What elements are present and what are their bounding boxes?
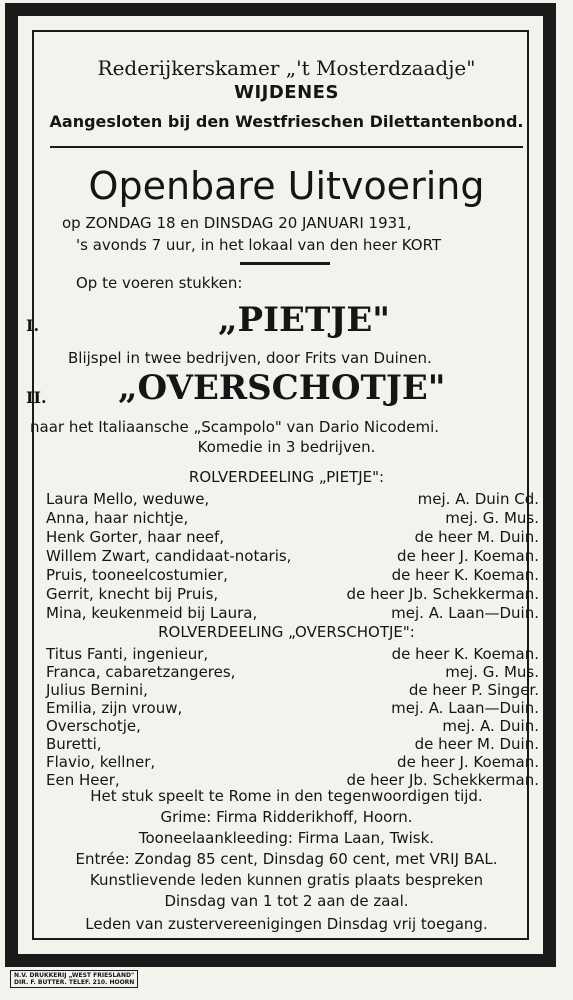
cast1-heading: ROLVERDEELING „PIETJE": bbox=[188, 468, 385, 486]
role-actor: de heer J. Koeman. bbox=[397, 753, 539, 771]
role-name: Mina, keukenmeid bij Laura, bbox=[46, 604, 258, 622]
role-name: Gerrit, knecht bij Pruis, bbox=[46, 585, 219, 603]
role-actor: mej. A. Duin. bbox=[442, 717, 539, 735]
play2-genre: Komedie in 3 bedrijven. bbox=[197, 438, 376, 456]
affiliation: Aangesloten bij den Westfrieschen Dilettantenbond. bbox=[49, 112, 524, 131]
role-name: Overschotje, bbox=[46, 717, 141, 735]
society-name: Rederijkerskamer „'t Mosterdzaadje" bbox=[97, 56, 476, 80]
role-name: Laura Mello, weduwe, bbox=[46, 490, 210, 508]
cast2-heading: ROLVERDEELING „OVERSCHOTJE": bbox=[158, 623, 415, 641]
makeup-note: Grime: Firma Ridderikhoff, Hoorn. bbox=[160, 808, 413, 826]
play1-description: Blijspel in twee bedrijven, door Frits van Duinen. bbox=[68, 349, 432, 367]
role-actor: de heer J. Koeman. bbox=[397, 547, 539, 565]
role-actor: mej. A. Laan—Duin. bbox=[391, 604, 539, 622]
role-actor: de heer P. Singer. bbox=[408, 681, 539, 699]
role-name: Titus Fanti, ingenieur, bbox=[46, 645, 209, 663]
role-name: Franca, cabaretzangeres, bbox=[46, 663, 236, 681]
role-actor: de heer M. Duin. bbox=[414, 528, 539, 546]
short-divider bbox=[240, 262, 330, 265]
printer-line-2: DIR. F. BUTTER. TELEF. 210. HOORN bbox=[14, 979, 135, 986]
role-name: Julius Bernini, bbox=[46, 681, 148, 699]
setting-note: Het stuk speelt te Rome in den tegenwoordigen tijd. bbox=[90, 787, 483, 805]
role-name: Pruis, tooneelcostumier, bbox=[46, 566, 228, 584]
role-name: Flavio, kellner, bbox=[46, 753, 156, 771]
play2-description: naar het Italiaansche „Scampolo" van Dario Nicodemi. bbox=[30, 418, 440, 436]
programme-intro: Op te voeren stukken: bbox=[76, 274, 243, 292]
role-actor: mej. G. Mus. bbox=[445, 509, 539, 527]
role-name: Emilia, zijn vrouw, bbox=[46, 699, 183, 717]
role-actor: de heer M. Duin. bbox=[414, 735, 539, 753]
role-actor: de heer K. Koeman. bbox=[391, 645, 539, 663]
costumes-note: Tooneelaankleeding: Firma Laan, Twisk. bbox=[138, 829, 435, 847]
play2-title: „OVERSCHOTJE" bbox=[118, 368, 446, 408]
role-name: Henk Gorter, haar neef, bbox=[46, 528, 225, 546]
role-actor: mej. A. Duin Cd. bbox=[417, 490, 539, 508]
role-name: Een Heer, bbox=[46, 771, 120, 789]
entry-note: Entrée: Zondag 85 cent, Dinsdag 60 cent, met VRIJ BAL. bbox=[75, 850, 498, 868]
role-actor: mej. A. Laan—Duin. bbox=[391, 699, 539, 717]
role-name: Anna, haar nichtje, bbox=[46, 509, 189, 527]
event-time-place: 's avonds 7 uur, in het lokaal van den heer KORT bbox=[76, 236, 442, 254]
play1-number: I. bbox=[26, 316, 40, 335]
printer-line-1: N.V. DRUKKERIJ „WEST FRIESLAND" bbox=[14, 972, 135, 979]
role-actor: mej. G. Mus. bbox=[445, 663, 539, 681]
play2-number: II. bbox=[26, 388, 47, 407]
divider bbox=[50, 146, 523, 148]
role-actor: de heer Jb. Schekkerman. bbox=[346, 585, 539, 603]
role-actor: de heer K. Koeman. bbox=[391, 566, 539, 584]
play1-title: „PIETJE" bbox=[218, 300, 390, 340]
town-name: WIJDENES bbox=[234, 82, 339, 103]
role-actor: de heer Jb. Schekkerman. bbox=[346, 771, 539, 789]
event-dates: op ZONDAG 18 en DINSDAG 20 JANUARI 1931, bbox=[62, 214, 412, 232]
printer-imprint bbox=[10, 970, 138, 988]
role-name: Willem Zwart, candidaat-notaris, bbox=[46, 547, 292, 565]
guests-note: Leden van zustervereenigingen Dinsdag vrij toegang. bbox=[85, 915, 488, 933]
members-note: Kunstlievende leden kunnen gratis plaats bespreken bbox=[89, 871, 484, 889]
role-name: Buretti, bbox=[46, 735, 102, 753]
members-time: Dinsdag van 1 tot 2 aan de zaal. bbox=[164, 892, 409, 910]
event-title: Openbare Uitvoering bbox=[88, 164, 485, 208]
poster-content bbox=[20, 16, 553, 951]
